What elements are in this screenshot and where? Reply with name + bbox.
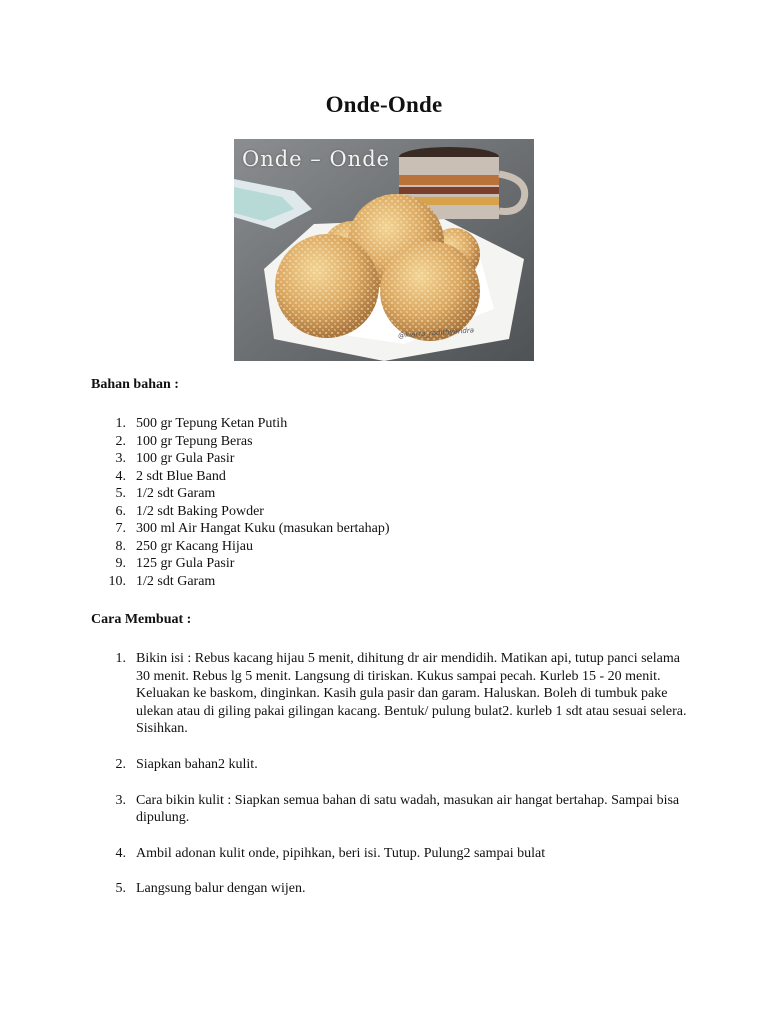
- step-number: 4.: [115, 845, 126, 861]
- item-text: 1/2 sdt Garam: [136, 486, 216, 501]
- item-number: 4.: [115, 468, 126, 484]
- step-text: Ambil adonan kulit onde, pipihkan, beri isi. Tutup. Pulung2 sampai bulat: [136, 845, 546, 861]
- step-number: 3.: [115, 792, 126, 808]
- item-text: 250 gr Kacang Hijau: [136, 538, 254, 554]
- list-item: [91, 520, 691, 538]
- recipe-photo: [234, 139, 534, 361]
- item-number: 6.: [115, 503, 126, 519]
- item-number: 5.: [115, 486, 126, 501]
- step-item: [91, 756, 691, 774]
- item-number: 2.: [115, 433, 126, 449]
- item-text: 100 gr Gula Pasir: [136, 451, 235, 466]
- step-number: 5.: [115, 881, 126, 897]
- item-number: 1.: [115, 416, 126, 431]
- ingredients-heading: Bahan bahan :: [91, 377, 179, 392]
- photo-watermark: @kiarra_radithyandra: [397, 326, 475, 340]
- list-item: [91, 450, 691, 468]
- step-item: [91, 845, 691, 863]
- item-number: 10.: [108, 573, 126, 589]
- list-item: [91, 433, 691, 451]
- list-item: [91, 468, 691, 486]
- item-number: 8.: [115, 538, 126, 554]
- step-item: [91, 792, 691, 827]
- item-text: 1/2 sdt Baking Powder: [136, 503, 264, 519]
- step-item: [91, 650, 691, 738]
- steps-list: [91, 650, 691, 916]
- item-number: 3.: [115, 451, 126, 466]
- item-number: 9.: [115, 556, 126, 571]
- step-text: Siapkan bahan2 kulit.: [136, 756, 258, 772]
- list-item: [91, 555, 691, 573]
- list-item: [91, 573, 691, 591]
- list-item: [91, 415, 691, 433]
- steps-heading: Cara Membuat :: [91, 612, 192, 627]
- item-text: 300 ml Air Hangat Kuku (masukan bertahap): [136, 521, 390, 536]
- list-item: [91, 503, 691, 521]
- step-item: [91, 880, 691, 898]
- step-text: Langsung balur dengan wijen.: [136, 881, 306, 897]
- step-text: Cara bikin kulit : Siapkan semua bahan di satu wadah, masukan air hangat bertahap. Sampai bisa dipulung.: [136, 792, 680, 826]
- item-text: 2 sdt Blue Band: [136, 468, 226, 484]
- item-number: 7.: [115, 521, 126, 536]
- item-text: 500 gr Tepung Ketan Putih: [136, 416, 288, 431]
- ingredients-list: [91, 415, 691, 590]
- step-number: 1.: [115, 651, 126, 666]
- list-item: [91, 485, 691, 503]
- list-item: [91, 538, 691, 556]
- step-number: 2.: [115, 756, 126, 772]
- item-text: 125 gr Gula Pasir: [136, 556, 235, 571]
- step-text: Bikin isi : Rebus kacang hijau 5 menit, dihitung dr air mendidih. Matikan api, tutup panci selama 30 menit. Rebus lg 5 menit. Langsung di tiriskan. Kukus sampai pecah. Kurleb 15 - 20 menit. Keluakan ke baskom, dinginkan. Kasih gula pasir dan garam. Haluskan. Boleh di tumbuk pake ulekan atau di giling pakai gilingan kacang. Bentuk/ pulung bulat2. kurleb 1 sdt atau sesuai selera. Sisihkan.: [136, 651, 687, 737]
- item-text: 1/2 sdt Garam: [136, 573, 216, 589]
- page-title: Onde-Onde: [325, 92, 443, 117]
- item-text: 100 gr Tepung Beras: [136, 433, 253, 449]
- photo-caption: Onde – Onde: [242, 147, 391, 171]
